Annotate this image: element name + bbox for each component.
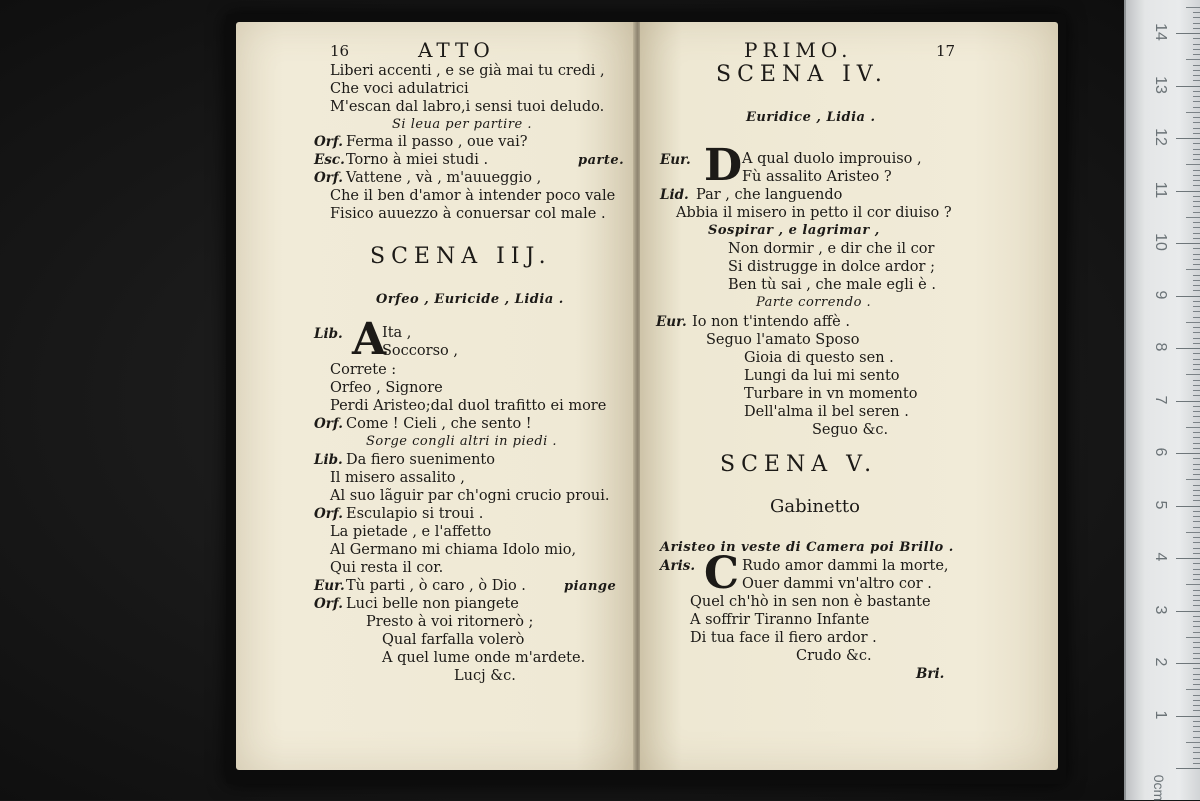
verse-line: Gioia di questo sen . (744, 350, 894, 366)
ruler-tick (1193, 170, 1200, 171)
ruler-tick (1186, 374, 1200, 375)
ruler-tick (1193, 395, 1200, 396)
ruler-tick (1176, 33, 1200, 34)
scene-title: SCENA V. (720, 452, 878, 477)
ruler-tick (1193, 653, 1200, 654)
ruler-tick (1193, 201, 1200, 202)
ruler-tick (1193, 626, 1200, 627)
ruler-tick (1193, 705, 1200, 706)
verse-line: Tù parti , ò caro , ò Dio . (346, 578, 526, 594)
ruler-tick (1193, 385, 1200, 386)
verse-line: Che il ben d'amor à intender poco vale (330, 188, 616, 204)
verse-line: Orfeo , Signore (330, 380, 443, 396)
stage-direction: Sorge congli altri in piedi . (366, 434, 558, 449)
ruler-tick (1176, 86, 1200, 87)
ruler-tick (1193, 679, 1200, 680)
drop-capital: D (704, 140, 743, 191)
ruler-tick (1193, 721, 1200, 722)
ruler-tick (1193, 159, 1200, 160)
ruler-tick (1193, 632, 1200, 633)
ruler-tick (1193, 212, 1200, 213)
catchword: Bri. (916, 666, 945, 682)
verse-line: Come ! Cieli , che sento ! (346, 416, 532, 432)
ruler-tick (1186, 322, 1200, 323)
ruler-tick (1193, 595, 1200, 596)
ruler-tick (1193, 206, 1200, 207)
ruler-tick (1193, 238, 1200, 239)
ruler-tick (1193, 411, 1200, 412)
ruler-tick (1193, 306, 1200, 307)
ruler-tick (1193, 343, 1200, 344)
ruler-tick (1193, 443, 1200, 444)
ruler-tick (1193, 647, 1200, 648)
ruler-tick (1176, 348, 1200, 349)
drop-capital: C (704, 548, 740, 599)
ruler-tick (1193, 311, 1200, 312)
ruler-tick (1193, 290, 1200, 291)
ruler-tick (1193, 380, 1200, 381)
verse-line: Liberi accenti , e se già mai tu credi , (330, 63, 605, 79)
ruler-tick (1193, 107, 1200, 108)
verse-line: Perdi Aristeo;dal duol trafitto ei more (330, 398, 607, 414)
verse-line: Par , che languendo (696, 187, 843, 203)
verse-line: Seguo &c. (812, 422, 889, 438)
ruler-number: 5 (1152, 500, 1169, 509)
ruler-tick (1193, 600, 1200, 601)
ruler-tick (1193, 149, 1200, 150)
scene-title: SCENA IIJ. (370, 244, 552, 269)
ruler-tick (1193, 590, 1200, 591)
ruler-number: 1 (1152, 710, 1169, 719)
verse-line: Qual farfalla volerò (382, 632, 525, 648)
ruler-tick (1193, 406, 1200, 407)
verse-line: Fisico auuezzo à conuersar col male . (330, 206, 606, 222)
verse-line: Al suo lãguir par ch'ogni crucio proui. (330, 488, 610, 504)
ruler-number: 11 (1152, 181, 1169, 198)
ruler-tick (1186, 7, 1200, 8)
ruler-tick (1193, 674, 1200, 675)
ruler-tick (1193, 422, 1200, 423)
left-running-head: ATTO (418, 38, 495, 62)
verse-line: Torno à miei studi . (346, 152, 489, 168)
speaker-label: Lib. (314, 326, 343, 342)
ruler-tick (1186, 112, 1200, 113)
ruler-number: 8 (1152, 342, 1169, 352)
speaker-label: Aris. (660, 558, 696, 574)
ruler-tick (1193, 96, 1200, 97)
ruler-tick (1186, 59, 1200, 60)
verse-line: Abbia il misero in petto il cor diuiso ? (676, 205, 952, 221)
verse-line: Turbare in vn momento (744, 386, 918, 402)
ruler-tick (1193, 317, 1200, 318)
verse-line: Qui resta il cor. (330, 560, 444, 576)
ruler-tick (1193, 38, 1200, 39)
scene-characters: Euridice , Lidia . (746, 110, 876, 125)
verse-line: Che voci adulatrici (330, 81, 469, 97)
left-page-number: 16 (330, 42, 350, 60)
ruler-tick (1193, 133, 1200, 134)
ruler-tick (1193, 485, 1200, 486)
ruler-tick (1193, 332, 1200, 333)
verse-line: Crudo &c. (796, 648, 872, 664)
speaker-label: Eur. (314, 578, 345, 594)
ruler-tick (1186, 479, 1200, 480)
ruler-tick (1193, 448, 1200, 449)
ruler-tick (1176, 191, 1200, 192)
ruler-tick (1193, 227, 1200, 228)
verse-line: La pietade , e l'affetto (330, 524, 492, 540)
ruler-tick (1193, 75, 1200, 76)
ruler-tick (1193, 17, 1200, 18)
ruler-tick (1186, 584, 1200, 585)
speaker-label: Orf. (314, 134, 343, 150)
ruler-tick (1193, 259, 1200, 260)
verse-line: Io non t'intendo affè . (692, 314, 850, 330)
ruler-tick (1193, 527, 1200, 528)
verse-line: A qual duolo improuiso , (742, 151, 922, 167)
verse-line: Non dormir , e dir che il cor (728, 241, 935, 257)
ruler-tick (1193, 490, 1200, 491)
ruler-tick (1193, 117, 1200, 118)
ruler-tick (1193, 12, 1200, 13)
ruler-number: 13 (1152, 75, 1169, 94)
ruler-tick (1193, 222, 1200, 223)
ruler-tick (1193, 569, 1200, 570)
ruler-tick (1193, 122, 1200, 123)
verse-line: Di tua face il fiero ardor . (690, 630, 877, 646)
verse-line: Da fiero suenimento (346, 452, 495, 468)
ruler-tick (1193, 180, 1200, 181)
verse-line: A soffrir Tiranno Infante (690, 612, 870, 628)
verse-line: Ita , (382, 325, 412, 341)
verse-line: A quel lume onde m'ardete. (382, 650, 586, 666)
verse-line: Ferma il passo , oue vai? (346, 134, 528, 150)
right-running-head: PRIMO. (744, 38, 853, 62)
ruler-tick (1193, 574, 1200, 575)
verse-line: Vattene , và , m'auueggio , (346, 170, 542, 186)
ruler-tick (1193, 458, 1200, 459)
ruler-tick (1193, 23, 1200, 24)
verse-line: Lucj &c. (454, 668, 516, 684)
verse-line: Ouer dammi vn'altro cor . (742, 576, 932, 592)
ruler-tick (1193, 579, 1200, 580)
stage-direction: Si leua per partire . (392, 117, 533, 132)
ruler-tick (1193, 726, 1200, 727)
ruler-tick (1193, 275, 1200, 276)
speaker-label: Orf. (314, 170, 343, 186)
ruler-tick (1193, 464, 1200, 465)
verse-line: Luci belle non piangete (346, 596, 519, 612)
ruler-tick (1193, 248, 1200, 249)
verse-line: Sospirar , e lagrimar , (708, 223, 880, 238)
ruler-tick (1176, 401, 1200, 402)
verse-line: M'escan dal labro,i sensi tuoi deludo. (330, 99, 605, 115)
ruler-tick (1176, 506, 1200, 507)
ruler-number: 2 (1152, 657, 1169, 667)
ruler-tick (1193, 65, 1200, 66)
ruler-tick (1176, 663, 1200, 664)
ruler-tick (1193, 416, 1200, 417)
ruler-number: 6 (1152, 447, 1169, 457)
ruler-number: 9 (1152, 290, 1169, 299)
ruler-tick (1193, 185, 1200, 186)
ruler-tick (1193, 469, 1200, 470)
speaker-label: Orf. (314, 506, 343, 522)
ruler-tick (1193, 537, 1200, 538)
ruler-tick (1193, 737, 1200, 738)
ruler-tick (1193, 731, 1200, 732)
speaker-label: Eur. (656, 314, 687, 330)
verse-line: Rudo amor dammi la morte, (742, 558, 949, 574)
ruler-tick (1193, 511, 1200, 512)
speaker-label: Orf. (314, 596, 343, 612)
ruler-tick (1193, 264, 1200, 265)
ruler-tick (1193, 390, 1200, 391)
ruler-tick (1193, 80, 1200, 81)
ruler-tick (1193, 516, 1200, 517)
ruler-tick (1176, 611, 1200, 612)
ruler-tick (1193, 327, 1200, 328)
ruler-tick (1193, 621, 1200, 622)
ruler-tick (1193, 28, 1200, 29)
ruler-tick (1193, 101, 1200, 102)
ruler-tick (1193, 500, 1200, 501)
ruler-tick (1193, 684, 1200, 685)
ruler-tick (1193, 91, 1200, 92)
ruler-tick (1193, 175, 1200, 176)
stage-direction: parte. (578, 153, 625, 168)
ruler-tick (1193, 254, 1200, 255)
verse-line: Dell'alma il bel seren . (744, 404, 909, 420)
verse-line: Presto à voi ritornerò ; (366, 614, 534, 630)
ruler-tick (1193, 758, 1200, 759)
verse-line: Il misero assalito , (330, 470, 465, 486)
ruler-tick (1193, 542, 1200, 543)
ruler-tick (1193, 70, 1200, 71)
ruler-tick (1193, 747, 1200, 748)
ruler-tick (1193, 474, 1200, 475)
stage-direction: Parte correndo . (756, 295, 872, 310)
ruler-tick (1193, 143, 1200, 144)
verse-line: Seguo l'amato Sposo (706, 332, 860, 348)
speaker-label: Lib. (314, 452, 343, 468)
ruler-tick (1193, 49, 1200, 50)
scene-characters: Orfeo , Euricide , Lidia . (376, 292, 564, 307)
verse-line: Soccorso , (382, 343, 458, 359)
ruler-tick (1176, 716, 1200, 717)
ruler-tick (1193, 763, 1200, 764)
ruler-tick (1176, 768, 1200, 769)
drop-capital: A (352, 314, 387, 365)
ruler-tick (1193, 44, 1200, 45)
ruler-tick (1176, 243, 1200, 244)
ruler-tick (1193, 359, 1200, 360)
ruler-tick (1193, 369, 1200, 370)
verse-line: Esculapio si troui . (346, 506, 484, 522)
ruler-number: 14 (1152, 23, 1169, 41)
verse-line: Lungi da lui mi sento (744, 368, 900, 384)
ruler-number: 12 (1152, 128, 1169, 146)
ruler-tick (1186, 164, 1200, 165)
ruler-tick (1186, 427, 1200, 428)
ruler-tick (1193, 642, 1200, 643)
ruler-tick (1193, 364, 1200, 365)
ruler-tick (1193, 437, 1200, 438)
speaker-label: Eur. (660, 152, 691, 168)
ruler-tick (1193, 548, 1200, 549)
ruler-tick (1193, 752, 1200, 753)
ruler-tick (1193, 54, 1200, 55)
ruler-tick (1193, 154, 1200, 155)
ruler-tick (1193, 128, 1200, 129)
ruler-number: 7 (1152, 395, 1169, 404)
ruler-tick (1176, 558, 1200, 559)
stage-direction: piange (564, 579, 617, 594)
ruler-tick (1193, 553, 1200, 554)
speaker-label: Orf. (314, 416, 343, 432)
ruler-tick (1193, 301, 1200, 302)
ruler-tick (1186, 742, 1200, 743)
verse-line: Si distrugge in dolce ardor ; (728, 259, 935, 275)
ruler-tick (1193, 285, 1200, 286)
ruler-tick (1193, 495, 1200, 496)
ruler-tick (1193, 710, 1200, 711)
ruler-tick (1193, 353, 1200, 354)
ruler-tick (1193, 338, 1200, 339)
scale-ruler (1124, 0, 1200, 800)
ruler-tick (1176, 296, 1200, 297)
ruler-tick (1186, 689, 1200, 690)
verse-line: Correte : (330, 362, 397, 378)
verse-line: Quel ch'hò in sen non è bastante (690, 594, 931, 610)
ruler-tick (1193, 605, 1200, 606)
right-page-number: 17 (936, 42, 956, 60)
scene-location: Gabinetto (770, 496, 860, 517)
speaker-label: Esc. (314, 152, 345, 168)
ruler-tick (1193, 658, 1200, 659)
scene-title: SCENA IV. (716, 62, 888, 87)
ruler-number: 10 (1152, 233, 1169, 251)
ruler-tick (1186, 637, 1200, 638)
ruler-tick (1193, 668, 1200, 669)
verse-line: Ben tù sai , che male egli è . (728, 277, 936, 293)
verse-line: Fù assalito Aristeo ? (742, 169, 892, 185)
ruler-number: 3 (1152, 605, 1169, 614)
stage-direction: Aristeo in veste di Camera poi Brillo . (660, 540, 954, 555)
ruler-tick (1186, 269, 1200, 270)
ruler-tick (1193, 695, 1200, 696)
ruler-tick (1193, 521, 1200, 522)
ruler-tick (1193, 196, 1200, 197)
ruler-tick (1193, 280, 1200, 281)
ruler-number: 4 (1152, 552, 1169, 562)
ruler-tick (1176, 138, 1200, 139)
verse-line: Al Germano mi chiama Idolo mio, (330, 542, 577, 558)
speaker-label: Lid. (660, 187, 689, 203)
ruler-tick (1186, 217, 1200, 218)
ruler-tick (1193, 616, 1200, 617)
ruler-tick (1186, 532, 1200, 533)
ruler-tick (1176, 453, 1200, 454)
ruler-tick (1193, 700, 1200, 701)
ruler-tick (1193, 432, 1200, 433)
ruler-unit-label: 0cm (1150, 774, 1167, 801)
ruler-tick (1193, 563, 1200, 564)
ruler-tick (1193, 233, 1200, 234)
